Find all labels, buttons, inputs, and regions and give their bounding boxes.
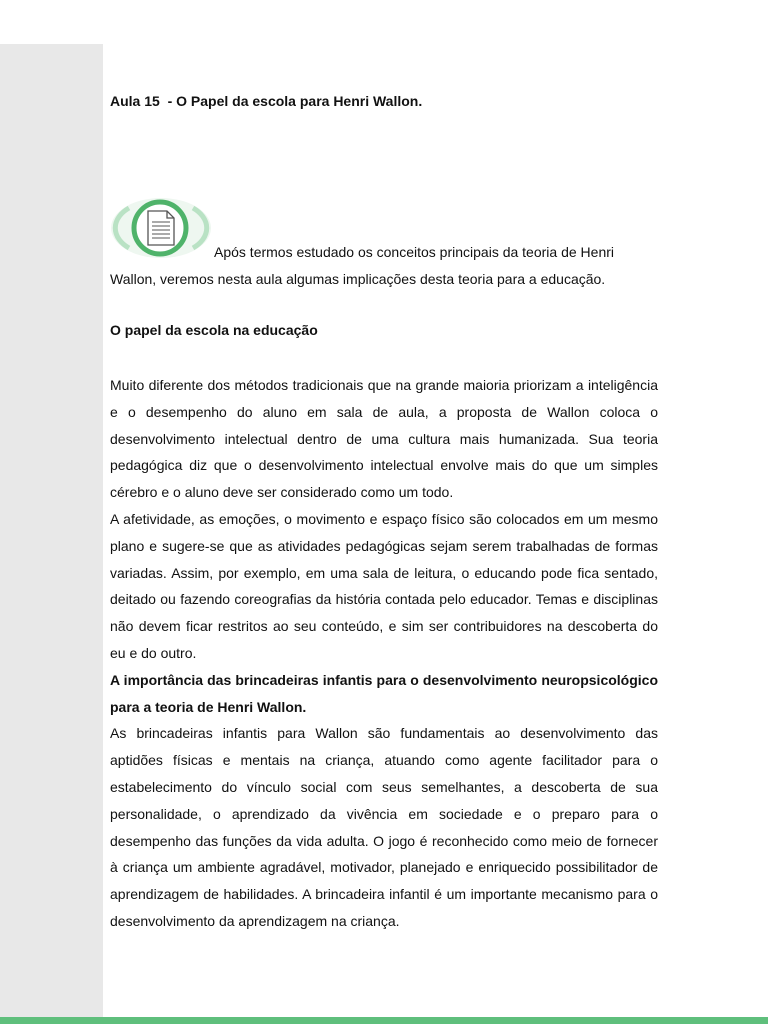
paragraph-play: As brincadeiras infantis para Wallon são fundamentais ao desenvolvimento das aptidões físicas e mentais na criança, atuando como agente facilitador para o estabelecimento do vínculo social com seus semelhantes, a descoberta de sua personalidade, o aprendizado da vivência em sociedade e o preparo para o desempenho das funções da vida adulta. O jogo é reconhecido como meio de fornecer à criança um ambiente agradável, motivador, planejado e enriquecido possibilitador de aprendizagem de habilidades. A brincadeira infantil é um importante mecanismo para o desenvolvimento da aprendizagem na criança. — [110, 725, 658, 929]
lesson-title: Aula 15 - O Papel da escola para Henri Wallon. — [110, 93, 423, 109]
section-heading: O papel da escola na educação — [110, 322, 318, 338]
body-text — [110, 372, 658, 935]
subheading-play: A importância das brincadeiras infantis para o desenvolvimento neuropsicológico para a teoria de Henri Wallon. — [110, 671, 658, 715]
paragraph-affectivity: A afetividade, as emoções, o movimento e espaço físico são colocados em um mesmo plano e sugere-se que as atividades pedagógicas sejam serem trabalhadas de formas variadas. Assim, por exemplo, em uma sala de leitura, o educando pode fica sentado, deitado ou fazendo coreografias da história contada pelo educador. Temas e disciplinas não devem ficar restritos ao seu conteúdo, e sim ser contribuidores na descoberta do eu e do outro. — [110, 510, 658, 661]
intro-text: Após termos estudado os conceitos principais da teoria de Henri Wallon, veremos nesta aula algumas implicações desta teoria para a educação. — [110, 244, 614, 287]
page-sidebar-margin — [0, 44, 103, 1020]
bottom-accent-bar — [0, 1017, 768, 1024]
paragraph-methods: Muito diferente dos métodos tradicionais que na grande maioria priorizam a inteligência e o desempenho do aluno em sala de aula, a proposta de Wallon coloca o desenvolvimento intelectual dentro de uma cultura mais humanizada. Sua teoria pedagógica diz que o desenvolvimento intelectual envolve mais do que um simples cérebro e o aluno deve ser considerado como um todo. — [110, 377, 658, 501]
intro-paragraph — [110, 239, 658, 293]
